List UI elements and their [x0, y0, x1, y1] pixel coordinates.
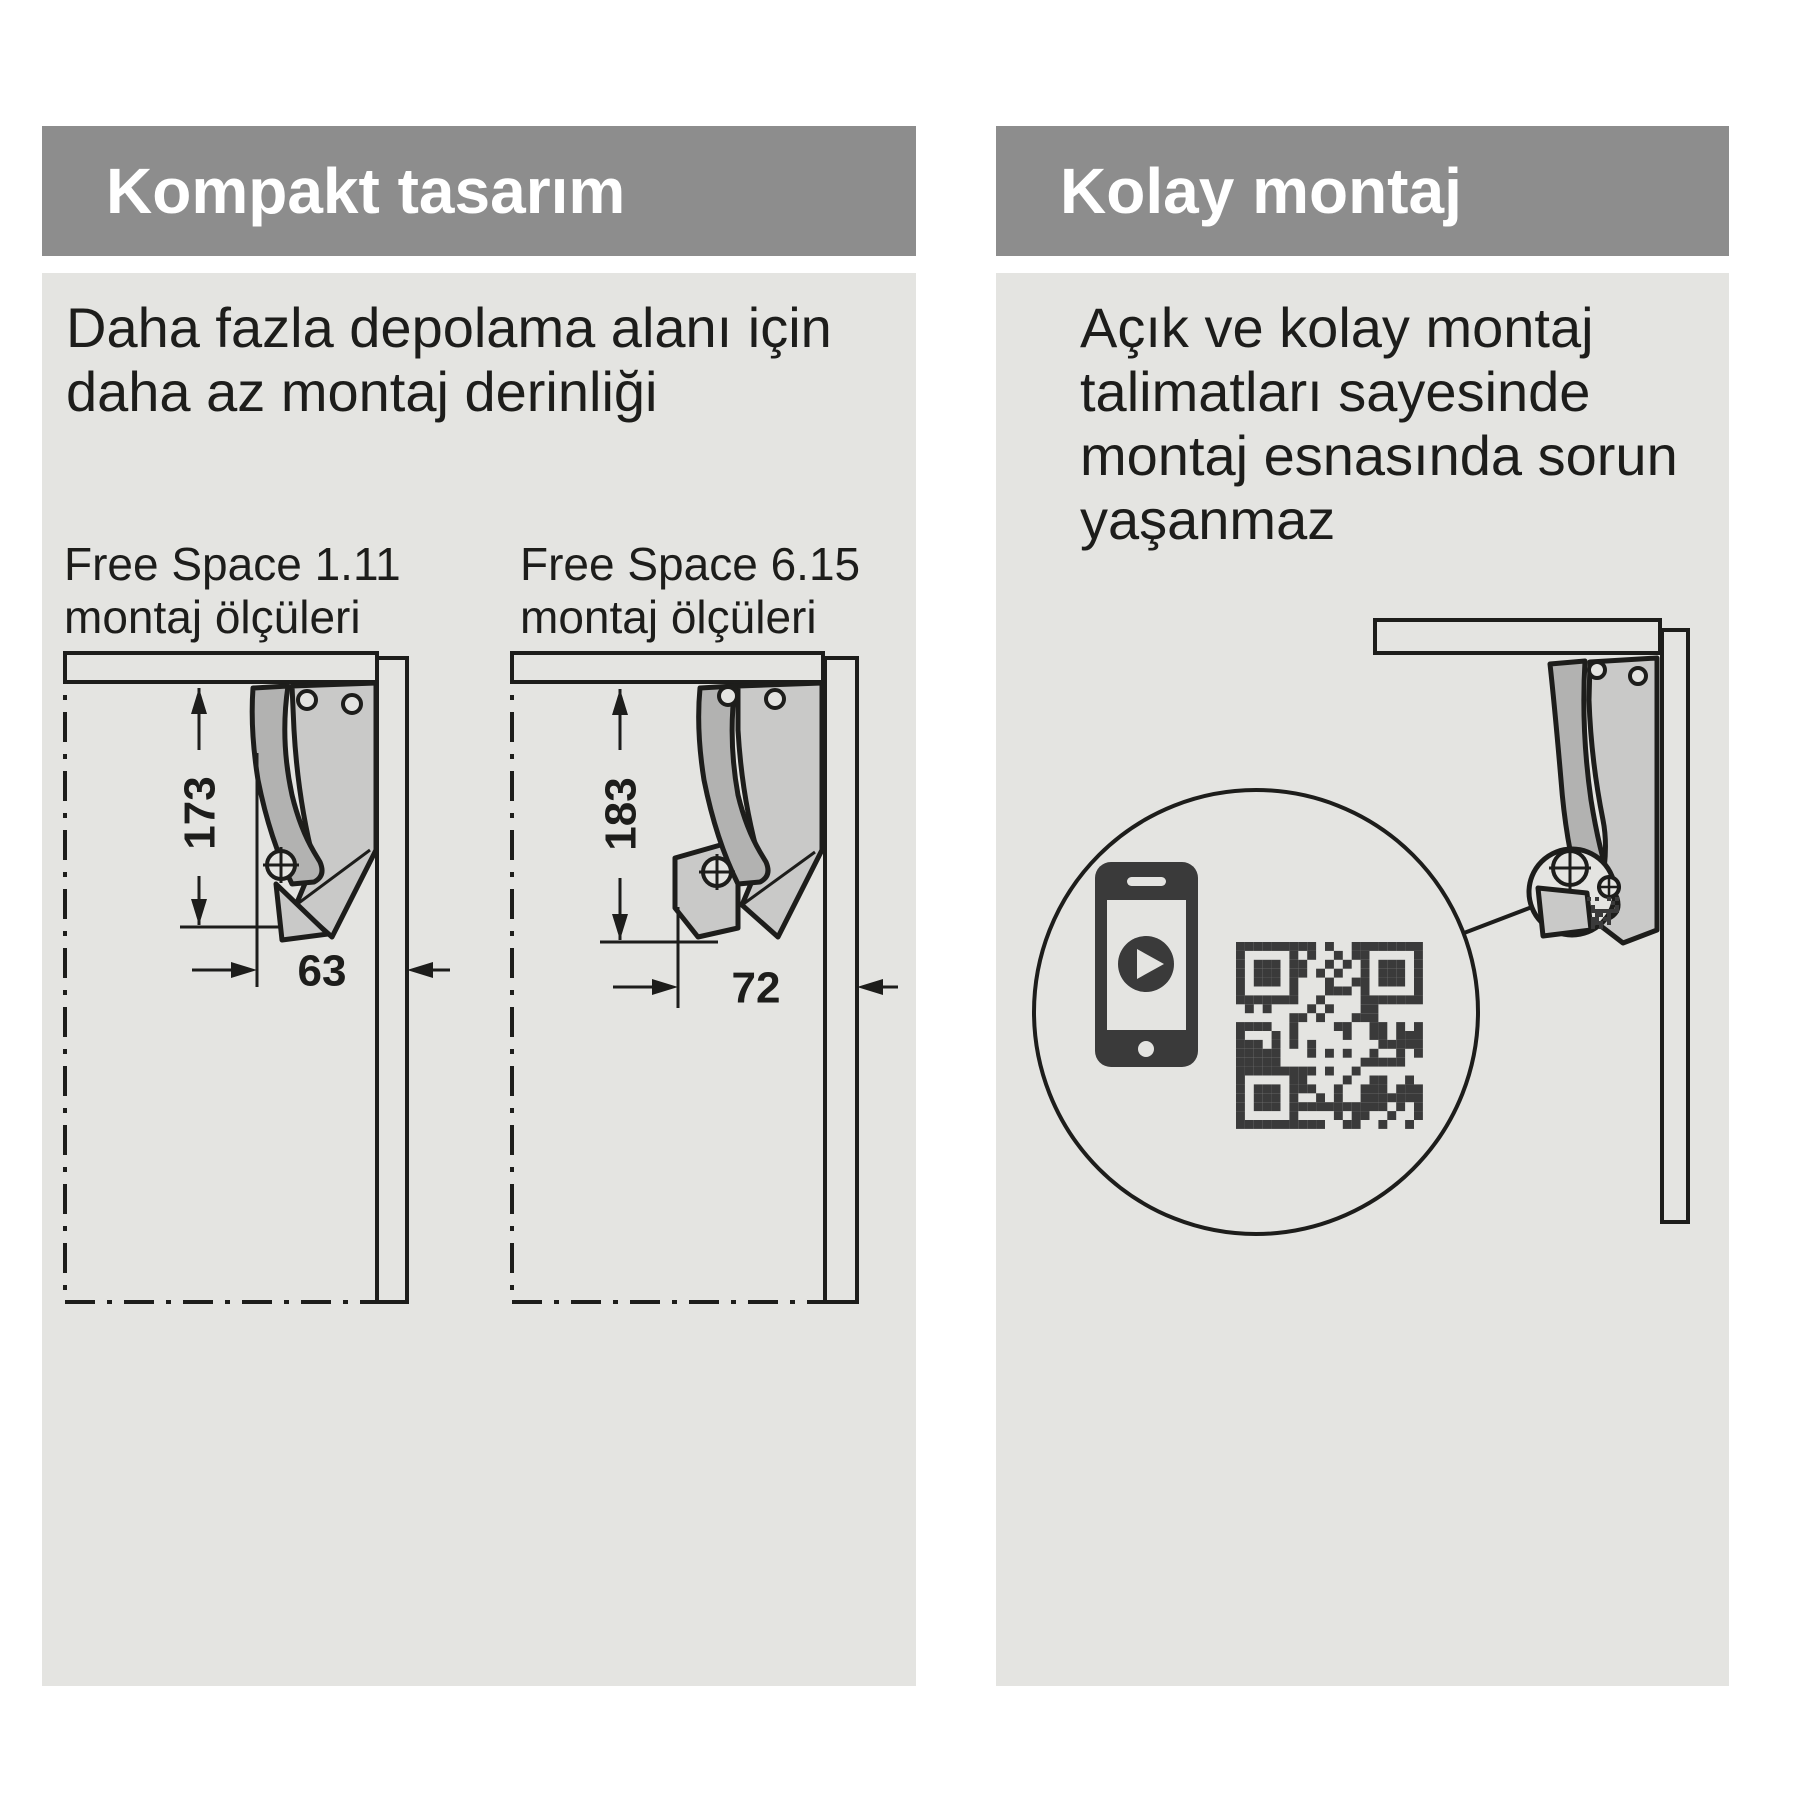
diagram-title-line: montaj ölçüleri [520, 591, 817, 643]
cabinet-top-panel [512, 653, 823, 682]
pivot-icon [298, 691, 316, 709]
diagram-title-line: Free Space 1.11 [64, 538, 401, 590]
diagram-free-space-1-11 [30, 600, 460, 1320]
smartphone-video-icon [1095, 862, 1198, 1067]
qr-code-icon [1236, 942, 1423, 1129]
description-line: Daha fazla depolama alanı için [66, 296, 832, 359]
diagram-title-line: montaj ölçüleri [64, 591, 361, 643]
lift-fitting-1-11 [252, 683, 376, 940]
play-icon [1118, 936, 1174, 992]
magnifier-connector-line [1464, 907, 1532, 933]
phone-speaker [1127, 877, 1166, 886]
depth-dimension-label: 72 [731, 963, 781, 1013]
depth-dimension-label: 63 [297, 946, 347, 996]
diagram-easy-assembly [1005, 600, 1729, 1260]
easy-assembly-description [1080, 296, 1678, 552]
diagram-free-space-6-15 [470, 600, 900, 1320]
panel-header-easy-assembly [996, 126, 1729, 256]
pivot-icon [719, 687, 737, 705]
lift-fitting-6-15 [675, 683, 822, 937]
compact-design-description [66, 296, 832, 424]
description-line: montaj esnasında sorun [1080, 424, 1678, 487]
height-dimension-label: 173 [175, 776, 225, 850]
height-dimension-label: 183 [596, 777, 646, 851]
description-line: daha az montaj derinliği [66, 360, 658, 423]
pivot-icon [1589, 662, 1605, 678]
diagram-title-line: Free Space 6.15 [520, 538, 861, 590]
cabinet-door [1662, 630, 1688, 1222]
panel-header-easy-assembly-label: Kolay montaj [1060, 155, 1462, 227]
description-line: talimatları sayesinde [1080, 360, 1591, 423]
cabinet-door [377, 658, 407, 1302]
cabinet-top-panel [1375, 620, 1660, 653]
qr-bracket [1538, 888, 1591, 936]
panel-header-compact-design [42, 126, 916, 256]
cabinet-top-panel [65, 653, 377, 682]
phone-home-button [1138, 1041, 1154, 1057]
description-line: yaşanmaz [1080, 488, 1336, 551]
panel-header-compact-design-label: Kompakt tasarım [106, 155, 626, 227]
pivot-icon [343, 695, 361, 713]
description-line: Açık ve kolay montaj [1080, 296, 1594, 359]
pivot-icon [1630, 668, 1646, 684]
cabinet-door [825, 658, 857, 1302]
pivot-icon [766, 690, 784, 708]
screw-icon [1597, 875, 1621, 899]
